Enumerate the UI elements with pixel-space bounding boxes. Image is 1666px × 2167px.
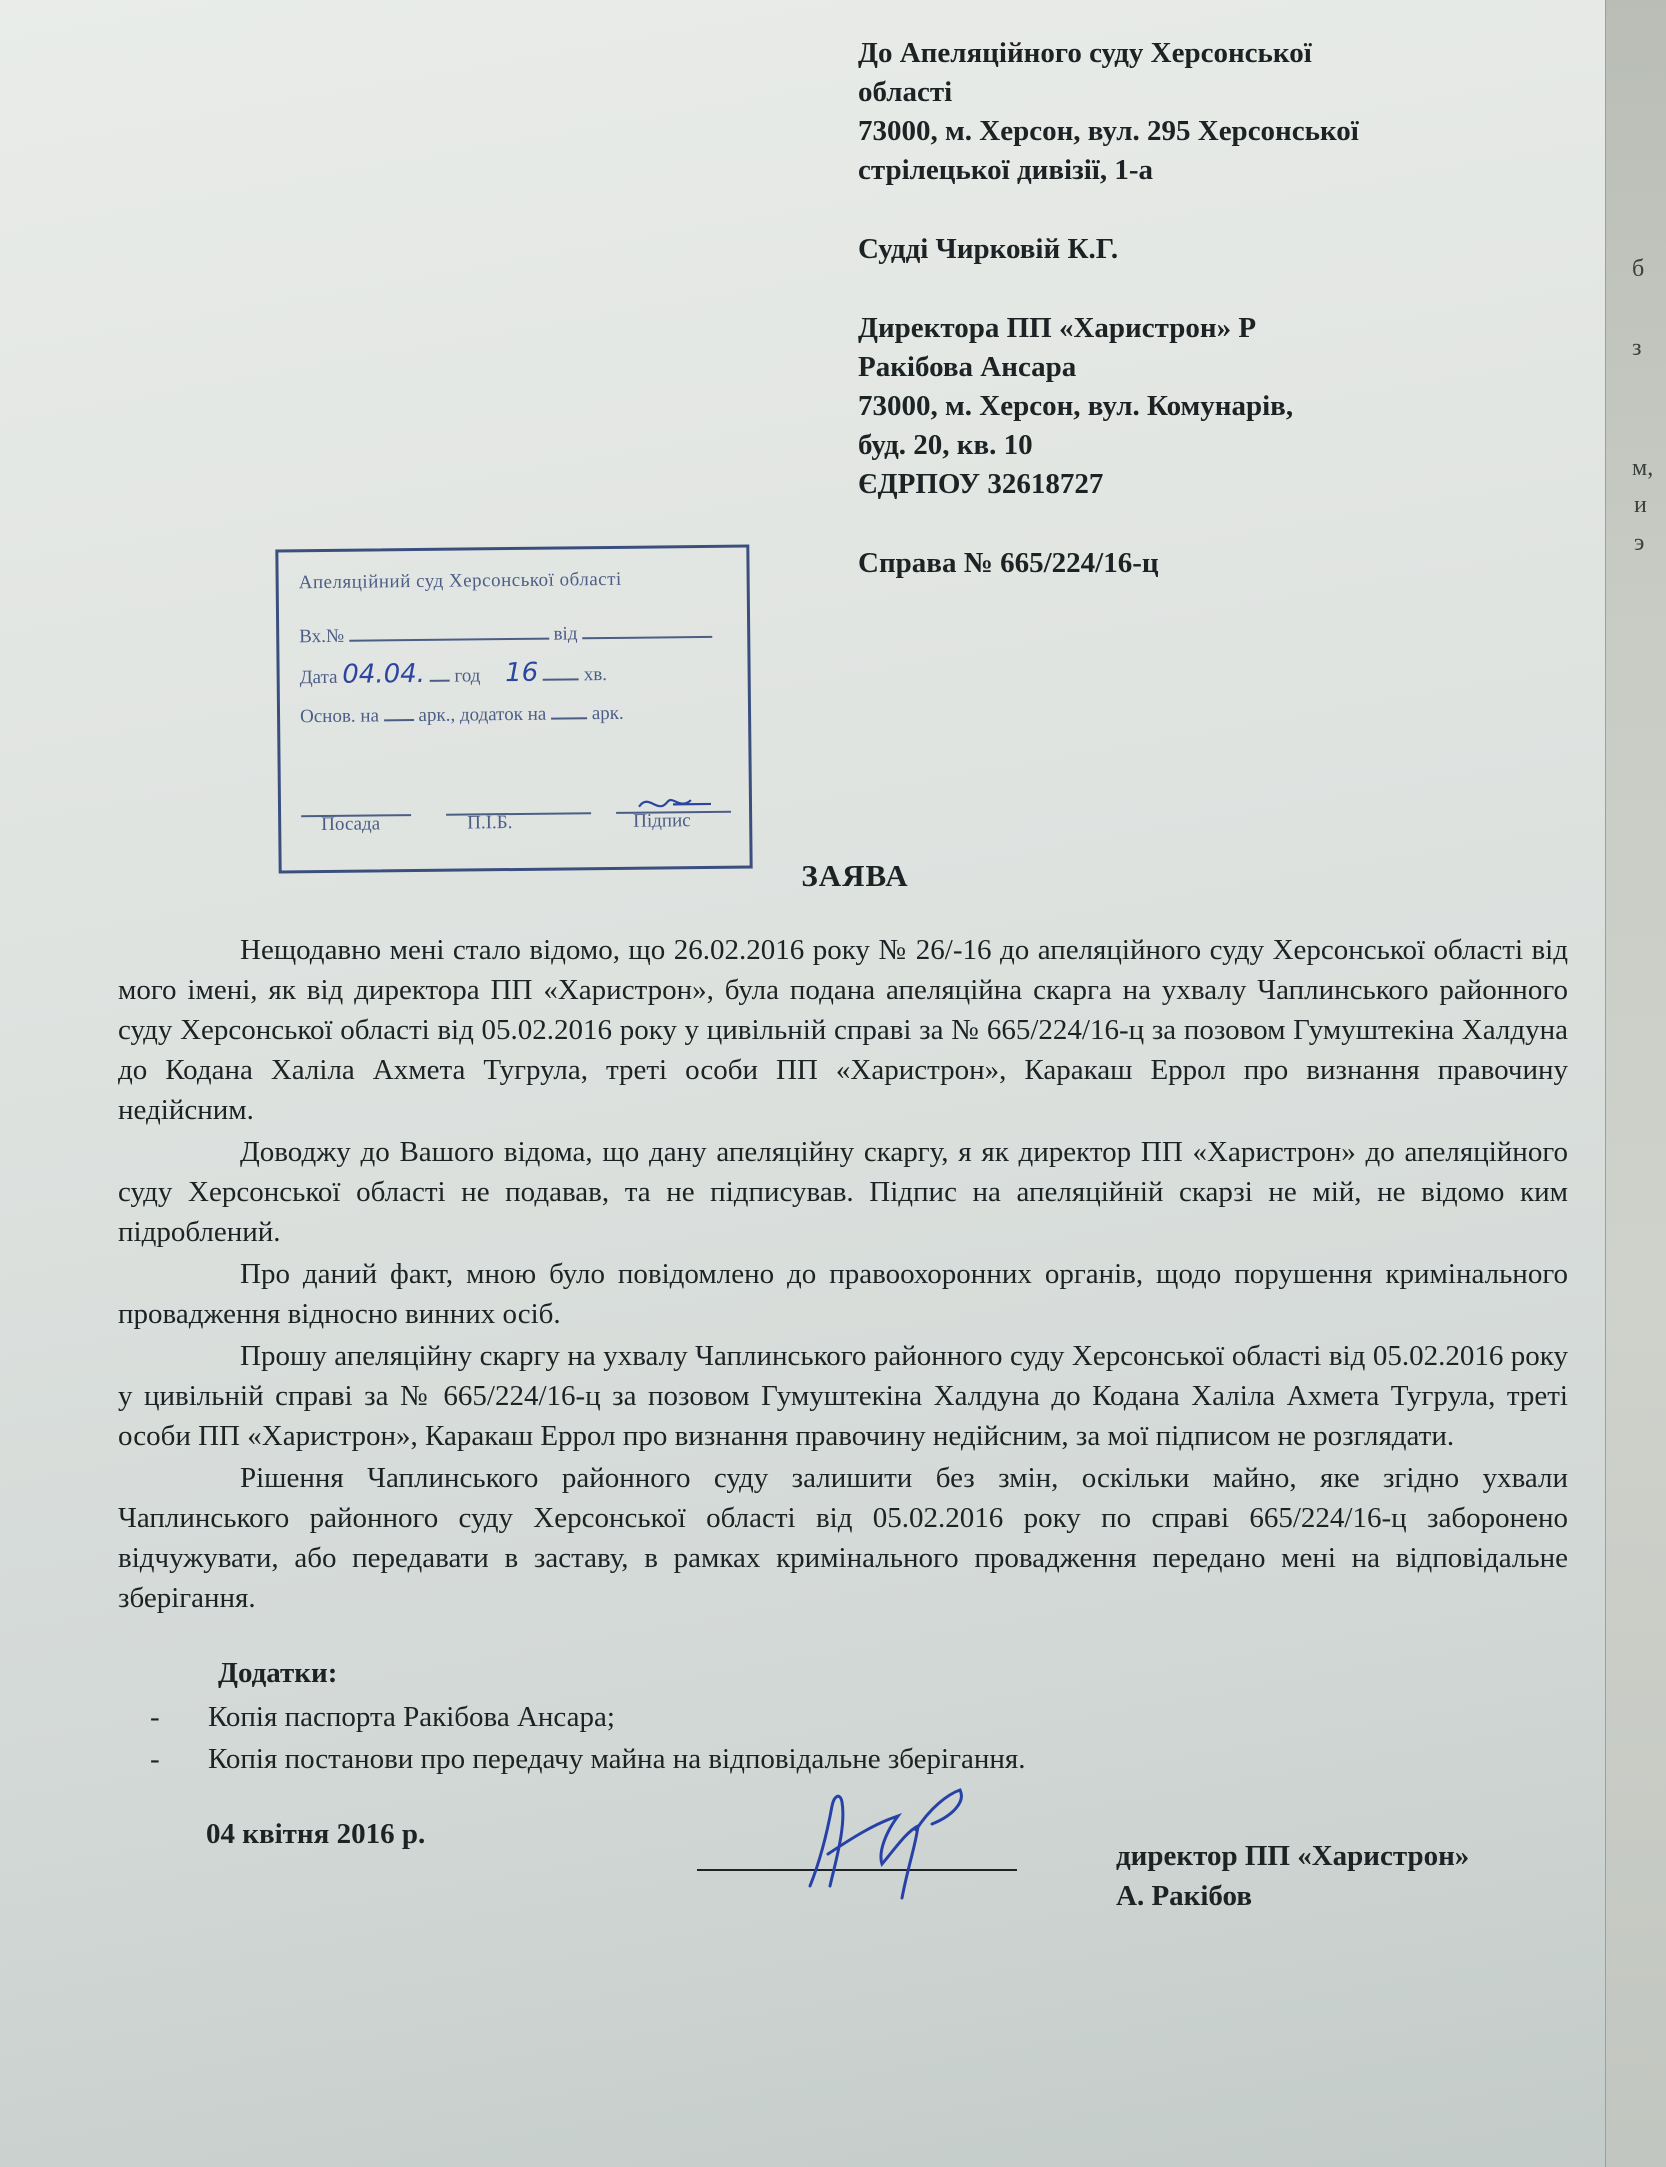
stamp-title: Апеляційний суд Херсонської області — [298, 568, 622, 594]
attachment-item: - Копія паспорта Ракібова Ансара; — [150, 1701, 615, 1733]
attachment-item: - Копія постанови про передачу майна на відповідальне зберігання. — [150, 1743, 1026, 1775]
document-body — [118, 930, 1568, 1620]
stamp-ark2-label: арк. — [591, 702, 624, 725]
stamp-date-label: Дата — [299, 666, 338, 689]
underlying-page-edge — [1605, 0, 1666, 2167]
addressee-block — [858, 34, 1478, 583]
handwritten-signature — [770, 1768, 990, 1908]
stamp-ark-label: арк., — [418, 704, 456, 727]
sender-line-2: Ракібова Ансара — [858, 351, 1077, 383]
edge-fragment: и — [1634, 492, 1647, 518]
registration-stamp — [275, 545, 752, 874]
paragraph-3: Про даний факт, мною було повідомлено до правоохоронних органів, щодо порушення кримінального провадження відносно винних осіб. — [118, 1258, 1568, 1330]
sender-line-4: буд. 20, кв. 10 — [858, 429, 1033, 461]
judge-name: Судді Чирковій К.Г. — [858, 233, 1119, 265]
court-line-2: області — [858, 76, 953, 108]
attachments-heading: Додатки: — [218, 1657, 338, 1689]
stamp-basis-label: Основ. на — [299, 705, 380, 728]
stamp-position-label: Посада — [321, 813, 381, 836]
sender-line-1: Директора ПП «Харистрон» Р — [858, 312, 1257, 344]
document-date: 04 квітня 2016 р. — [206, 1818, 426, 1850]
paragraph-5: Рішення Чаплинського районного суду залишити без змін, оскільки майно, яке згідно ухвали Чаплинського районного суду Херсонської області від 05.02.2016 року по справі 665/224/16-ц заборонено відчужувати, або передавати в заставу, в рамках кримінального провадження передано мені на відповідальне зберігання. — [118, 1462, 1568, 1614]
signer-block — [1116, 1836, 1469, 1916]
paragraph-2: Доводжу до Вашого відома, що дану апеляційну скаргу, я як директор ПП «Харистрон» до апеляційного суду Херсонської області не подавав, та не підписував. Підпис на апеляційній скарзі не мій, не відомо ким підроблений. — [118, 1136, 1568, 1248]
edge-fragment: з — [1632, 335, 1642, 361]
case-number: Справа № 665/224/16-ц — [858, 547, 1159, 579]
signer-name: А. Ракібов — [1116, 1880, 1252, 1912]
court-address-2: стрілецької дивізії, 1-а — [858, 154, 1153, 186]
stamp-addition-label: додаток на — [459, 703, 547, 726]
stamp-vx-label: Вх.№ — [299, 625, 345, 648]
stamp-vid-label: від — [553, 623, 578, 645]
sender-edrpou: ЄДРПОУ 32618727 — [858, 468, 1104, 500]
stamp-time-label: год — [454, 665, 481, 687]
court-line-1: До Апеляційного суду Херсонської — [858, 37, 1312, 69]
stamp-name-label: П.І.Б. — [467, 812, 513, 834]
paragraph-4: Прошу апеляційну скаргу на ухвалу Чаплинського районного суду Херсонської області від 05.02.2016 року у цивільній справі за № 665/224/16-ц за позовом Гумуштекіна Халдуна до Кодана Халіла Ахмета Тугрула, треті особи ПП «Харистрон», Каракаш Еррол про визнання правочину недійсним, за мої підписом не розглядати. — [118, 1340, 1568, 1452]
signer-position: директор ПП «Харистрон» — [1116, 1840, 1470, 1872]
document-title: ЗАЯВА — [801, 858, 909, 893]
edge-fragment: м, — [1632, 455, 1654, 481]
stamp-min-label: хв. — [583, 664, 608, 686]
court-address-1: 73000, м. Херсон, вул. 295 Херсонської — [858, 115, 1359, 147]
stamp-signature-label: Підпис — [633, 810, 691, 832]
stamp-initials-scribble — [639, 800, 711, 807]
stamp-time-handwritten: 16 — [504, 657, 539, 689]
edge-fragment: э — [1634, 530, 1645, 556]
paragraph-1: Нещодавно мені стало відомо, що 26.02.2016 року № 26/-16 до апеляційного суду Херсонської області від мого імені, як від директора ПП «Харистрон», була подана апеляційна скарга на ухвалу Чаплинського районного суду Херсонської області від 05.02.2016 року у цивільній справі за № 665/224/16-ц за позовом Гумуштекіна Халдуна до Кодана Халіла Ахмета Тугрула, треті особи ПП «Харистрон», Каракаш Еррол про визнання правочину недійсним. — [118, 934, 1568, 1126]
edge-fragment: б — [1632, 256, 1645, 282]
stamp-date-handwritten: 04.04. — [342, 658, 426, 690]
sender-line-3: 73000, м. Херсон, вул. Комунарів, — [858, 390, 1294, 422]
